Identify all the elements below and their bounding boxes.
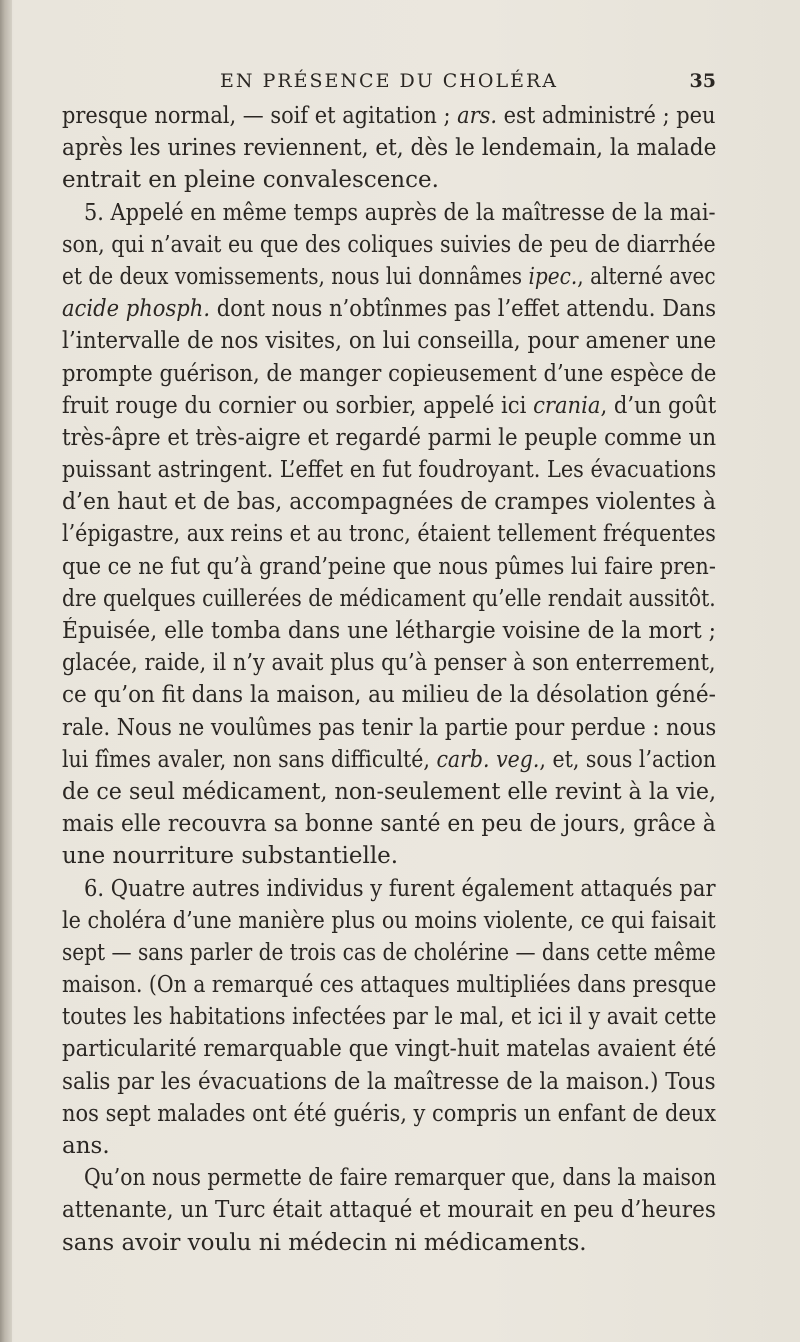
text-line — [62, 937, 716, 969]
text-line-content: mais elle recouvra sa bonne santé en peu de jours, grâce à — [62, 811, 716, 838]
text-line — [62, 261, 716, 293]
text-line-content: de ce seul médicament, non-seulement elle revint à la vie, — [62, 778, 717, 805]
text-line — [62, 1001, 716, 1033]
text-line-content: lui fîmes avaler, non sans difficulté, carb. veg., et, sous l’action — [62, 746, 717, 773]
text-line-content: après les urines reviennent, et, dès le lendemain, la malade — [62, 135, 717, 162]
text-line-content: nos sept malades ont été guéris, y compris un enfant de deux — [62, 1100, 717, 1127]
text-line-content: une nourriture substantielle. — [62, 843, 399, 870]
text-line-content: acide phosph. dont nous n’obtînmes pas l’effet attendu. Dans — [62, 296, 717, 323]
text-line — [62, 390, 716, 422]
text-line — [62, 454, 716, 486]
text-line — [62, 905, 716, 937]
running-title: EN PRÉSENCE DU CHOLÉRA — [220, 70, 558, 92]
text-line — [62, 969, 716, 1001]
text-line — [62, 551, 716, 583]
text-line — [62, 486, 716, 518]
text-line-content: très-âpre et très-aigre et regardé parmi le peuple comme un — [62, 424, 717, 451]
text-line — [62, 229, 716, 261]
text-line-content: 5. Appelé en même temps auprès de la maîtresse de la mai- — [84, 199, 716, 226]
text-line-content: Épuisée, elle tomba dans une léthargie voisine de la mort ; — [62, 618, 716, 644]
text-line-content: fruit rouge du cornier ou sorbier, appelé ici crania, d’un goût — [62, 392, 717, 419]
text-line-content: le choléra d’une manière plus ou moins violente, ce qui faisait — [62, 907, 716, 934]
text-line-content: salis par les évacuations de la maîtresse de la maison.) Tous — [62, 1068, 716, 1095]
page-spine-shadow — [0, 0, 12, 1342]
text-line-content: que ce ne fut qu’à grand’peine que nous pûmes lui faire pren- — [62, 553, 716, 580]
text-line-content: presque normal, — soif et agitation ; ars. est administré ; peu — [62, 103, 716, 129]
italic-term: carb. veg. — [436, 746, 540, 773]
text-line — [62, 1098, 716, 1130]
text-line-content: glacée, raide, il n’y avait plus qu’à penser à son enterrement, — [62, 650, 716, 677]
text-line — [62, 776, 716, 808]
text-line — [62, 808, 716, 840]
text-line — [62, 1066, 716, 1098]
italic-term: ars. — [457, 103, 498, 129]
text-line-content: Qu’on nous permette de faire remarquer que, dans la maison — [84, 1165, 717, 1192]
text-line — [62, 422, 716, 454]
text-line-content: sept — sans parler de trois cas de cholérine — dans cette même — [62, 939, 716, 966]
text-line — [62, 583, 716, 615]
text-line-content: ans. — [62, 1133, 110, 1159]
text-line-content: prompte guérison, de manger copieusement d’une espèce de — [62, 360, 717, 387]
text-line — [62, 1033, 716, 1065]
text-line — [62, 518, 716, 550]
text-line — [62, 325, 716, 357]
text-line — [62, 873, 716, 905]
italic-term: crania — [533, 392, 601, 419]
text-line — [62, 1194, 716, 1226]
text-line — [62, 744, 716, 776]
text-line-content: sans avoir voulu ni médecin ni médicaments. — [62, 1229, 587, 1256]
text-line — [62, 358, 716, 390]
text-line — [62, 164, 716, 196]
italic-term: ipec. — [528, 263, 578, 290]
text-line-content: dre quelques cuillerées de médicament qu’elle rendait aussitôt. — [62, 585, 716, 612]
text-line-content: toutes les habitations infectées par le mal, et ici il y avait cette — [62, 1004, 717, 1031]
text-line-content: 6. Quatre autres individus y furent également attaqués par — [84, 875, 716, 902]
text-line — [62, 100, 716, 132]
italic-term: acide phosph. — [62, 296, 211, 323]
text-line — [62, 197, 716, 229]
text-line — [62, 615, 716, 647]
text-line-content: particularité remarquable que vingt-huit matelas avaient été — [62, 1036, 717, 1063]
text-line-content: et de deux vomissements, nous lui donnâmes ipec., alterné avec — [62, 263, 716, 290]
text-line-content: ce qu’on fit dans la maison, au milieu de la désolation géné- — [62, 682, 716, 709]
text-line — [62, 1227, 716, 1259]
text-line-content: entrait en pleine convalescence. — [62, 167, 439, 194]
text-line-content: l’intervalle de nos visites, on lui conseilla, pour amener une — [62, 328, 717, 355]
text-line — [62, 647, 716, 679]
text-line — [62, 679, 716, 711]
text-line — [62, 840, 716, 872]
text-line-content: puissant astringent. L’effet en fut foudroyant. Les évacuations — [62, 457, 717, 484]
body-text — [62, 100, 716, 1259]
text-line-content: rale. Nous ne voulûmes pas tenir la partie pour perdue : nous — [62, 714, 717, 741]
text-line — [62, 1162, 716, 1194]
text-line — [62, 293, 716, 325]
text-line-content: l’épigastre, aux reins et au tronc, étaient tellement fréquentes — [62, 521, 716, 548]
text-line-content: maison. (On a remarqué ces attaques multipliées dans presque — [62, 972, 717, 999]
text-line-content: d’en haut et de bas, accompagnées de crampes violentes à — [62, 489, 716, 516]
running-head — [62, 66, 716, 96]
text-line — [62, 1130, 716, 1162]
page-number: 35 — [689, 70, 716, 92]
text-line-content: attenante, un Turc était attaqué et mourait en peu d’heures — [62, 1197, 716, 1224]
text-line-content: son, qui n’avait eu que des coliques suivies de peu de diarrhée — [62, 231, 716, 258]
text-line — [62, 712, 716, 744]
text-line — [62, 132, 716, 164]
